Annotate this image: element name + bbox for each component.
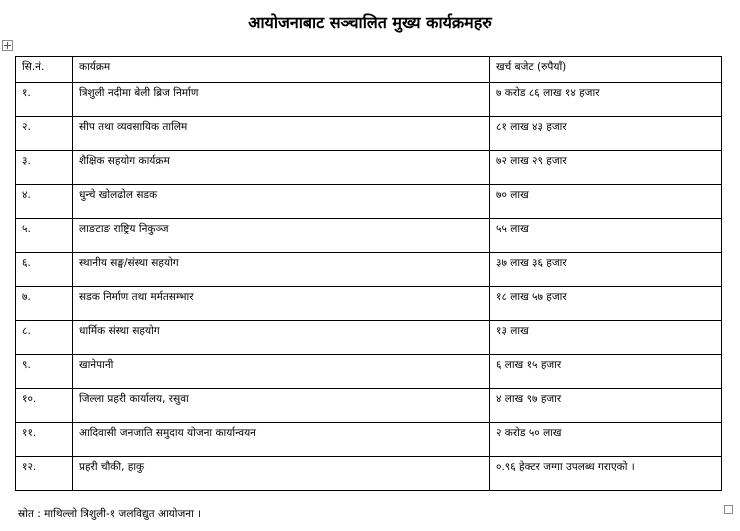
serial-number-cell: ८. [16,321,73,355]
table-move-handle-icon[interactable] [2,40,13,51]
table-row [16,355,722,389]
serial-number-cell: ५. [16,219,73,253]
serial-number-cell: २. [16,117,73,151]
table-resize-handle-icon[interactable] [724,505,733,514]
program-cell: लाङटाङ राष्ट्रिय निकुञ्ज [73,219,490,253]
program-cell: शैक्षिक सहयोग कार्यक्रम [73,151,490,185]
budget-cell: ५५ लाख [490,219,722,253]
table-row [16,389,722,423]
budget-cell: ४ लाख ९७ हजार [490,389,722,423]
header-budget: खर्च बजेट (रुपैयाँ) [490,57,722,83]
programs-table [15,56,722,491]
program-cell: सीप तथा व्यवसायिक तालिम [73,117,490,151]
budget-cell: ०.९६ हेक्टर जग्गा उपलब्ध गराएको । [490,457,722,491]
table-row [16,287,722,321]
table-row [16,83,722,117]
program-cell: आदिवासी जनजाति समुदाय योजना कार्यान्वयन [73,423,490,457]
serial-number-cell: ९. [16,355,73,389]
header-program: कार्यक्रम [73,57,490,83]
table-row [16,219,722,253]
table-row [16,423,722,457]
table-row [16,457,722,491]
serial-number-cell: ७. [16,287,73,321]
serial-number-cell: ४. [16,185,73,219]
program-cell: सडक निर्माण तथा मर्मतसम्भार [73,287,490,321]
program-cell: खानेपानी [73,355,490,389]
serial-number-cell: १०. [16,389,73,423]
budget-cell: ७० लाख [490,185,722,219]
program-cell: धुन्चे खोलढोल सडक [73,185,490,219]
program-cell: स्थानीय सङ्घ/संस्था सहयोग [73,253,490,287]
budget-cell: ८१ लाख ४३ हजार [490,117,722,151]
budget-cell: २ करोड ५० लाख [490,423,722,457]
budget-cell: ७२ लाख २९ हजार [490,151,722,185]
program-cell: त्रिशुली नदीमा बेली ब्रिज निर्माण [73,83,490,117]
serial-number-cell: १. [16,83,73,117]
budget-cell: १३ लाख [490,321,722,355]
program-cell: जिल्ला प्रहरी कार्यालय, रसुवा [73,389,490,423]
program-cell: प्रहरी चौकी, हाकु [73,457,490,491]
table-row [16,321,722,355]
budget-cell: ६ लाख १५ हजार [490,355,722,389]
table-row [16,151,722,185]
program-cell: धार्मिक संस्था सहयोग [73,321,490,355]
serial-number-cell: ३. [16,151,73,185]
header-serial-number: सि.नं. [16,57,73,83]
serial-number-cell: ११. [16,423,73,457]
budget-cell: ७ करोड ८६ लाख १४ हजार [490,83,722,117]
table-row [16,117,722,151]
serial-number-cell: १२. [16,457,73,491]
document-title: आयोजनाबाट सञ्चालित मुख्य कार्यक्रमहरु [248,13,492,32]
budget-cell: ३७ लाख ३६ हजार [490,253,722,287]
table-row [16,253,722,287]
budget-cell: १८ लाख ५७ हजार [490,287,722,321]
source-note: स्रोत : माथिल्लो त्रिशुली-१ जलविद्युत आयोजना । [18,508,202,520]
table-row [16,185,722,219]
serial-number-cell: ६. [16,253,73,287]
table-header-row [16,57,722,83]
